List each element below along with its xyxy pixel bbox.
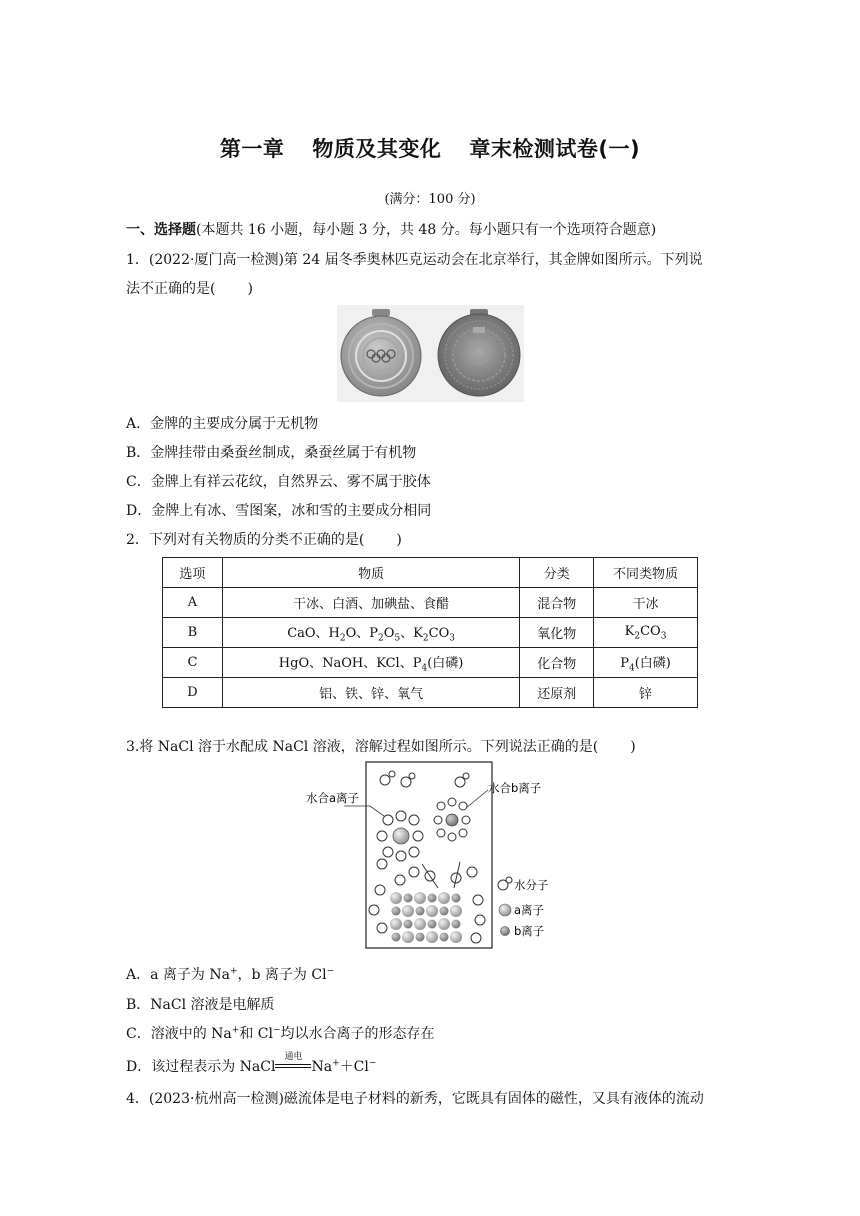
q1-stem-line1: 1．(2022·厦门高一检测)第 24 届冬季奥林匹克运动会在北京举行，其金牌如图所示。下列说 — [126, 252, 703, 268]
section-title: 一、选择题 — [126, 222, 196, 238]
table-row — [163, 618, 698, 648]
condition-label: 通电 — [284, 1052, 303, 1062]
q1-option-c: C．金牌上有祥云花纹，自然界云、雾不属于胶体 — [126, 474, 431, 490]
table-cell: 还原剂 — [520, 678, 594, 708]
table-cell: 干冰 — [594, 588, 698, 618]
table-cell: 铝、铁、锌、氧气 — [222, 678, 519, 708]
title-topic: 物质及其变化 — [312, 137, 442, 161]
table-cell: B — [163, 618, 223, 648]
q2-stem: 2．下列对有关物质的分类不正确的是( ) — [126, 532, 402, 548]
table-row — [163, 588, 698, 618]
table-cell: CaO、$H_2O$、$P_2O_5$、$K_2CO_3$ — [222, 618, 519, 648]
legend-b-label: b离子 — [514, 924, 545, 938]
q1-option-a: A．金牌的主要成分属于无机物 — [126, 416, 319, 432]
hydrated-a-ion — [393, 828, 409, 844]
q1-stem-line2: 法不正确的是( ) — [126, 281, 253, 297]
table-cell: 锌 — [594, 678, 698, 708]
table-header: 选项 — [163, 558, 223, 588]
label-hydrated-a: 水合a离子 — [306, 791, 360, 805]
q4-stem: 4．(2023·杭州高一检测)磁流体是电子材料的新秀，它既具有固体的磁性，又具有液体的流动 — [126, 1091, 704, 1107]
table-header: 不同类物质 — [594, 558, 698, 588]
table-cell: 化合物 — [520, 648, 594, 678]
table-cell: 氧化物 — [520, 618, 594, 648]
hydrated-b-ion — [446, 814, 458, 826]
q3-option-c: C．溶液中的 Na+和 Cl−均以水合离子的形态存在 — [126, 1025, 435, 1042]
table-header-row — [163, 558, 698, 588]
table-cell: 混合物 — [520, 588, 594, 618]
legend — [498, 877, 549, 938]
table-cell: C — [163, 648, 223, 678]
title-chapter: 第一章 — [219, 137, 285, 161]
table-cell: 干冰、白酒、加碘盐、食醋 — [222, 588, 519, 618]
full-score: (满分：100 分) — [384, 192, 476, 207]
table-cell: $K_2CO_3$ — [594, 618, 698, 648]
q3-option-a: A．a 离子为 Na+，b 离子为 Cl− — [126, 966, 335, 983]
page-title — [0, 133, 860, 163]
table-cell: A — [163, 588, 223, 618]
title-test: 章末检测试卷(一) — [469, 137, 641, 161]
equation-arrow — [275, 1052, 311, 1074]
dissolution-figure — [300, 760, 560, 952]
table-header: 物质 — [222, 558, 519, 588]
legend-a-label: a离子 — [514, 903, 545, 917]
table-cell: D — [163, 678, 223, 708]
section-note: (本题共 16 小题，每小题 3 分，共 48 分。每小题只有一个选项符合题意) — [196, 222, 657, 238]
section-heading — [126, 219, 656, 239]
table-row — [163, 648, 698, 678]
q3-option-d: D．该过程表示为 NaCl 通电 Na+＋Cl− — [126, 1056, 376, 1076]
q1-option-b: B．金牌挂带由桑蚕丝制成，桑蚕丝属于有机物 — [126, 445, 417, 461]
label-hydrated-b: 水合b离子 — [488, 781, 542, 795]
table-cell: HgO、NaOH、KCl、$P_4$(白磷) — [222, 648, 519, 678]
medal-figure — [337, 305, 524, 402]
q3-option-b: B．NaCl 溶液是电解质 — [126, 997, 275, 1013]
classification-table — [162, 557, 698, 708]
q3-stem: 3.将 NaCl 溶于水配成 NaCl 溶液，溶解过程如图所示。下列说法正确的是( ) — [126, 739, 636, 755]
table-row — [163, 678, 698, 708]
table-header: 分类 — [520, 558, 594, 588]
legend-water-label: 水分子 — [514, 878, 549, 892]
q1-option-d: D．金牌上有冰、雪图案，冰和雪的主要成分相同 — [126, 503, 432, 519]
table-cell: $P_4$(白磷) — [594, 648, 698, 678]
